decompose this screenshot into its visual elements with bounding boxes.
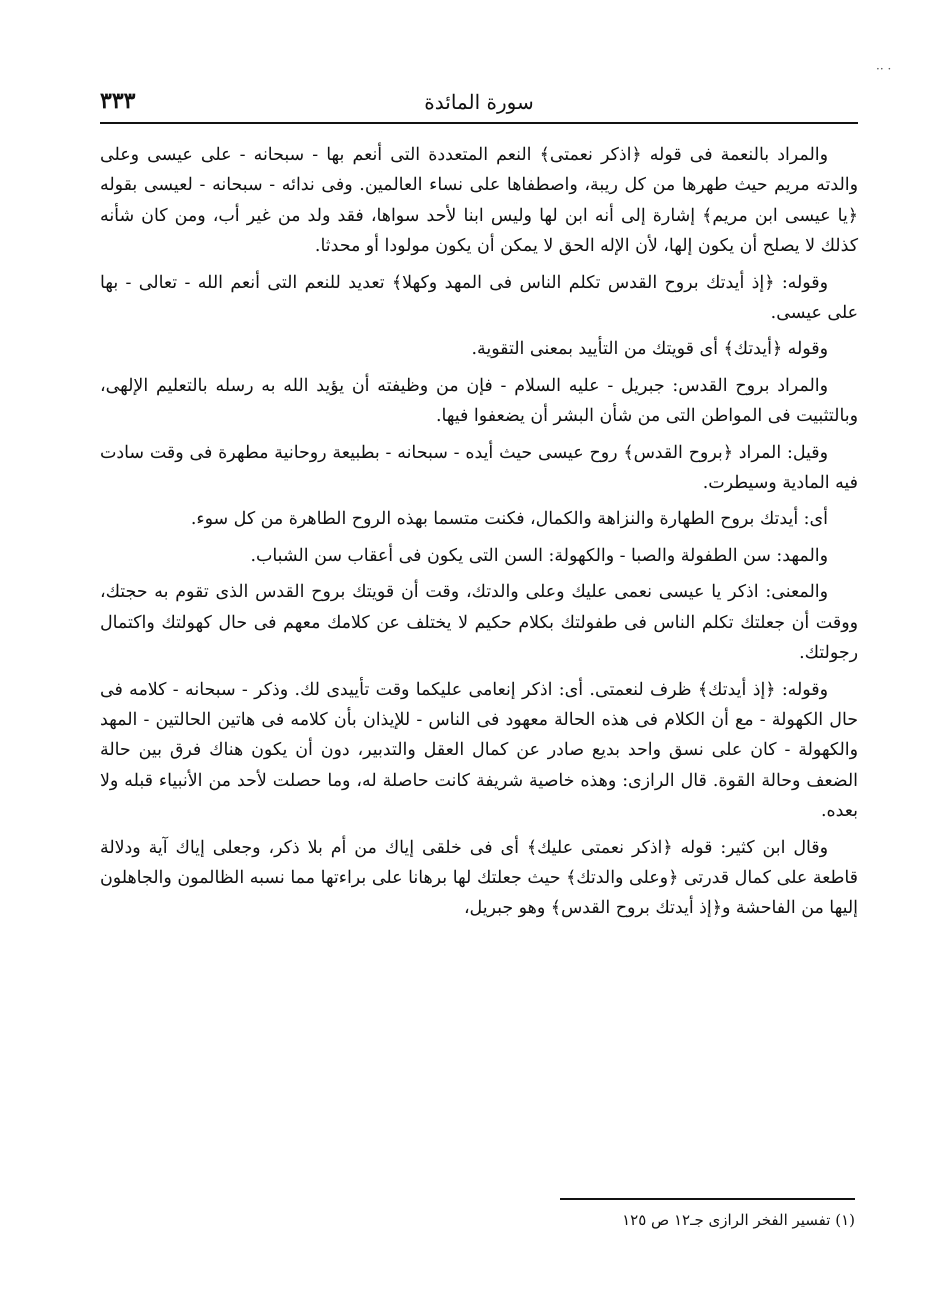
paragraph: وقوله ﴿أيدتك﴾ أى قويتك من التأييد بمعنى التقوية. — [471, 339, 828, 360]
paragraph: والمراد بالنعمة فى قوله ﴿اذكر نعمتى﴾ النعم المتعددة التى أنعم بها - سبحانه - على عيسى وعلى والدته مريم حيث طهرها من كل ريبة، واصطفاها على نساء العالمين. وفى ندائه - سبحانه - لعيسى بقوله ﴿يا عيسى ابن مريم﴾ إشارة إلى أنه ابن لها وليس ابنا لأحد سواها، فقد ولد من غير أب، ومن كان شأنه كذلك لا يصلح أن يكون إلها، لأن الإله الحق لا يمكن أن يكون مولودا أو محدثا. — [100, 145, 858, 257]
paragraph: وقوله: ﴿إذ أيدتك﴾ ظرف لنعمتى. أى: اذكر إنعامى عليكما وقت تأييدى لك. وذكر - سبحانه - كلامه فى حال الكهولة - مع أن الكلام فى هذه الحالة معهود فى الناس - للإيذان بأن كلامه فى هاتين الحالتين - المهد والكهولة - كان على نسق واحد بديع صادر عن كمال العقل والتدبير، دون أن يكون هناك فرق بين حالة الضعف وحالة القوة. قال الرازى: وهذه خاصية شريفة كانت حاصلة له، وما حصلت لأحد من الأنبياء قبله ولا بعده. — [100, 679, 858, 822]
paragraph: وقوله: ﴿إذ أيدتك بروح القدس تكلم الناس فى المهد وكهلا﴾ تعديد للنعم التى أنعم الله - تعالى - بها على عيسى. — [100, 272, 858, 324]
paragraph: والمراد بروح القدس: جبريل - عليه السلام - فإن من وظيفته أن يؤيد الله به رسله بالتعليم الإلهى، وبالتثبيت فى المواطن التى من شأن البشر أن يضعفوا فيها. — [100, 375, 858, 427]
page-body — [100, 140, 858, 930]
paragraph: وقال ابن كثير: قوله ﴿اذكر نعمتى عليك﴾ أى فى خلقى إياك من أم بلا ذكر، وجعلى إياك آية ودلالة قاطعة على كمال قدرتى ﴿وعلى والدتك﴾ حيث جعلتك لها برهانا على براءتها مما نسبه الظالمون والجاهلون إليها من الفاحشة و﴿إذ أيدتك بروح القدس﴾ وهو جبريل، — [100, 837, 858, 919]
paragraph: أى: أيدتك بروح الطهارة والنزاهة والكمال، فكنت متسما بهذه الروح الطاهرة من كل سوء. — [190, 509, 828, 530]
footnote: (١) تفسير الفخر الرازى جـ١٢ ص ١٢٥ — [622, 1211, 855, 1229]
paragraph: والمعنى: اذكر يا عيسى نعمى عليك وعلى والدتك، وقت أن قويتك بروح القدس الذى تقوم به حجتك، ووقت أن جعلتك تكلم الناس فى طفولتك بكلام حكيم لا يختلف عن كلامك معهم فى حال كهولتك واكتمال رجولتك. — [100, 582, 858, 664]
page-mark: ·· · — [876, 62, 892, 76]
header-rule — [100, 122, 858, 124]
page-header — [100, 88, 858, 120]
footnote-rule — [560, 1198, 855, 1200]
page-number: ٣٣٣ — [100, 88, 136, 114]
surah-title: سورة المائدة — [424, 90, 534, 114]
paragraph: وقيل: المراد ﴿بروح القدس﴾ روح عيسى حيث أيده - سبحانه - بطبيعة روحانية مطهرة فى وقت سادت فيه المادية وسيطرت. — [100, 442, 858, 494]
paragraph: والمهد: سن الطفولة والصبا - والكهولة: السن التى يكون فى أعقاب سن الشباب. — [250, 545, 828, 566]
